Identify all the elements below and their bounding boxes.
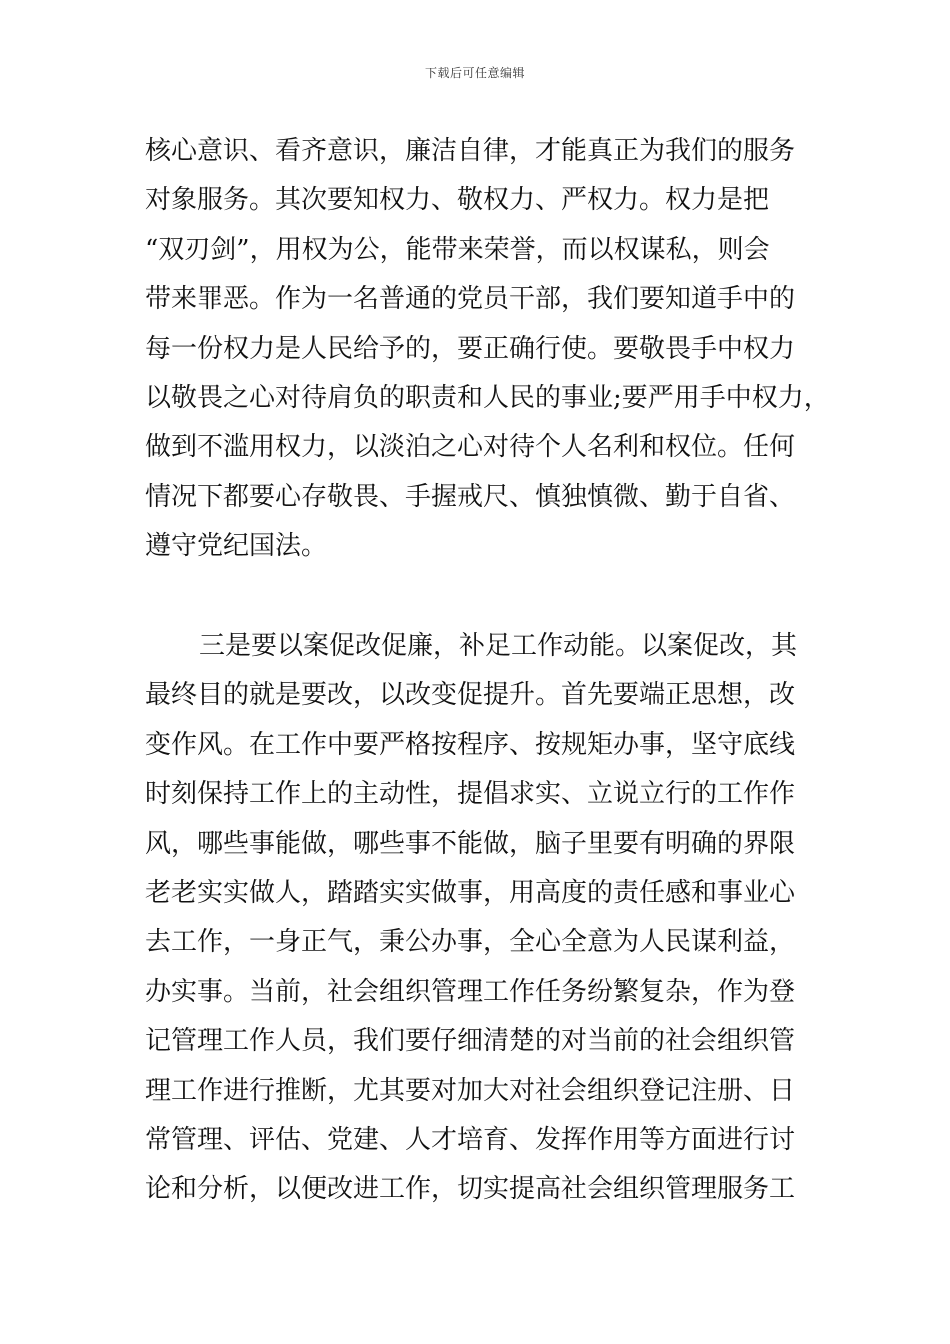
text-line: 对象服务。其次要知权力、敬权力、严权力。权力是把 <box>145 185 770 216</box>
text-line: 以敬畏之心对待肩负的职责和人民的事业;要严用手中权力， <box>145 382 830 413</box>
text-line: 情况下都要心存敬畏、手握戒尺、慎独慎微、勤于自省、 <box>145 481 796 512</box>
text-line: 论和分析，以便改进工作，切实提高社会组织管理服务工 <box>145 1174 796 1205</box>
text-line: 办实事。当前，社会组织管理工作任务纷繁复杂，作为登 <box>145 976 796 1007</box>
text-line: 最终目的就是要改，以改变促提升。首先要端正思想，改 <box>145 680 796 711</box>
text-line: “双刃剑”，用权为公，能带来荣誉，而以权谋私，则会 <box>145 234 770 265</box>
text-line: 老老实实做人，踏踏实实做事，用高度的责任感和事业心 <box>145 877 796 908</box>
text-line: 时刻保持工作上的主动性，提倡求实、立说立行的工作作 <box>145 779 796 810</box>
text-line: 理工作进行推断，尤其要对加大对社会组织登记注册、日 <box>145 1075 796 1106</box>
text-line: 每一份权力是人民给予的，要正确行使。要敬畏手中权力 <box>145 333 796 364</box>
paragraph-2 <box>145 622 825 1215</box>
text-line: 去工作，一身正气，秉公办事，全心全意为人民谋利益， <box>145 927 796 958</box>
text-line: 遵守党纪国法。 <box>145 531 328 562</box>
paragraph-1 <box>145 127 830 572</box>
text-line: 常管理、评估、党建、人才培育、发挥作用等方面进行讨 <box>145 1124 796 1155</box>
text-line: 记管理工作人员，我们要仔细清楚的对当前的社会组织管 <box>145 1026 796 1057</box>
text-line: 变作风。在工作中要严格按程序、按规矩办事，坚守底线 <box>145 729 796 760</box>
text-line-indented: 三是要以案促改促廉，补足工作动能。以案促改，其 <box>199 631 798 661</box>
text-line: 做到不滥用权力，以淡泊之心对待个人名利和权位。任何 <box>145 432 796 463</box>
page-header: 下载后可任意编辑 <box>424 66 525 80</box>
text-line: 风，哪些事能做，哪些事不能做，脑子里要有明确的界限 <box>145 828 796 859</box>
text-line: 带来罪恶。作为一名普通的党员干部，我们要知道手中的 <box>145 284 796 315</box>
text-line: 核心意识、看齐意识，廉洁自律，才能真正为我们的服务 <box>145 136 796 166</box>
